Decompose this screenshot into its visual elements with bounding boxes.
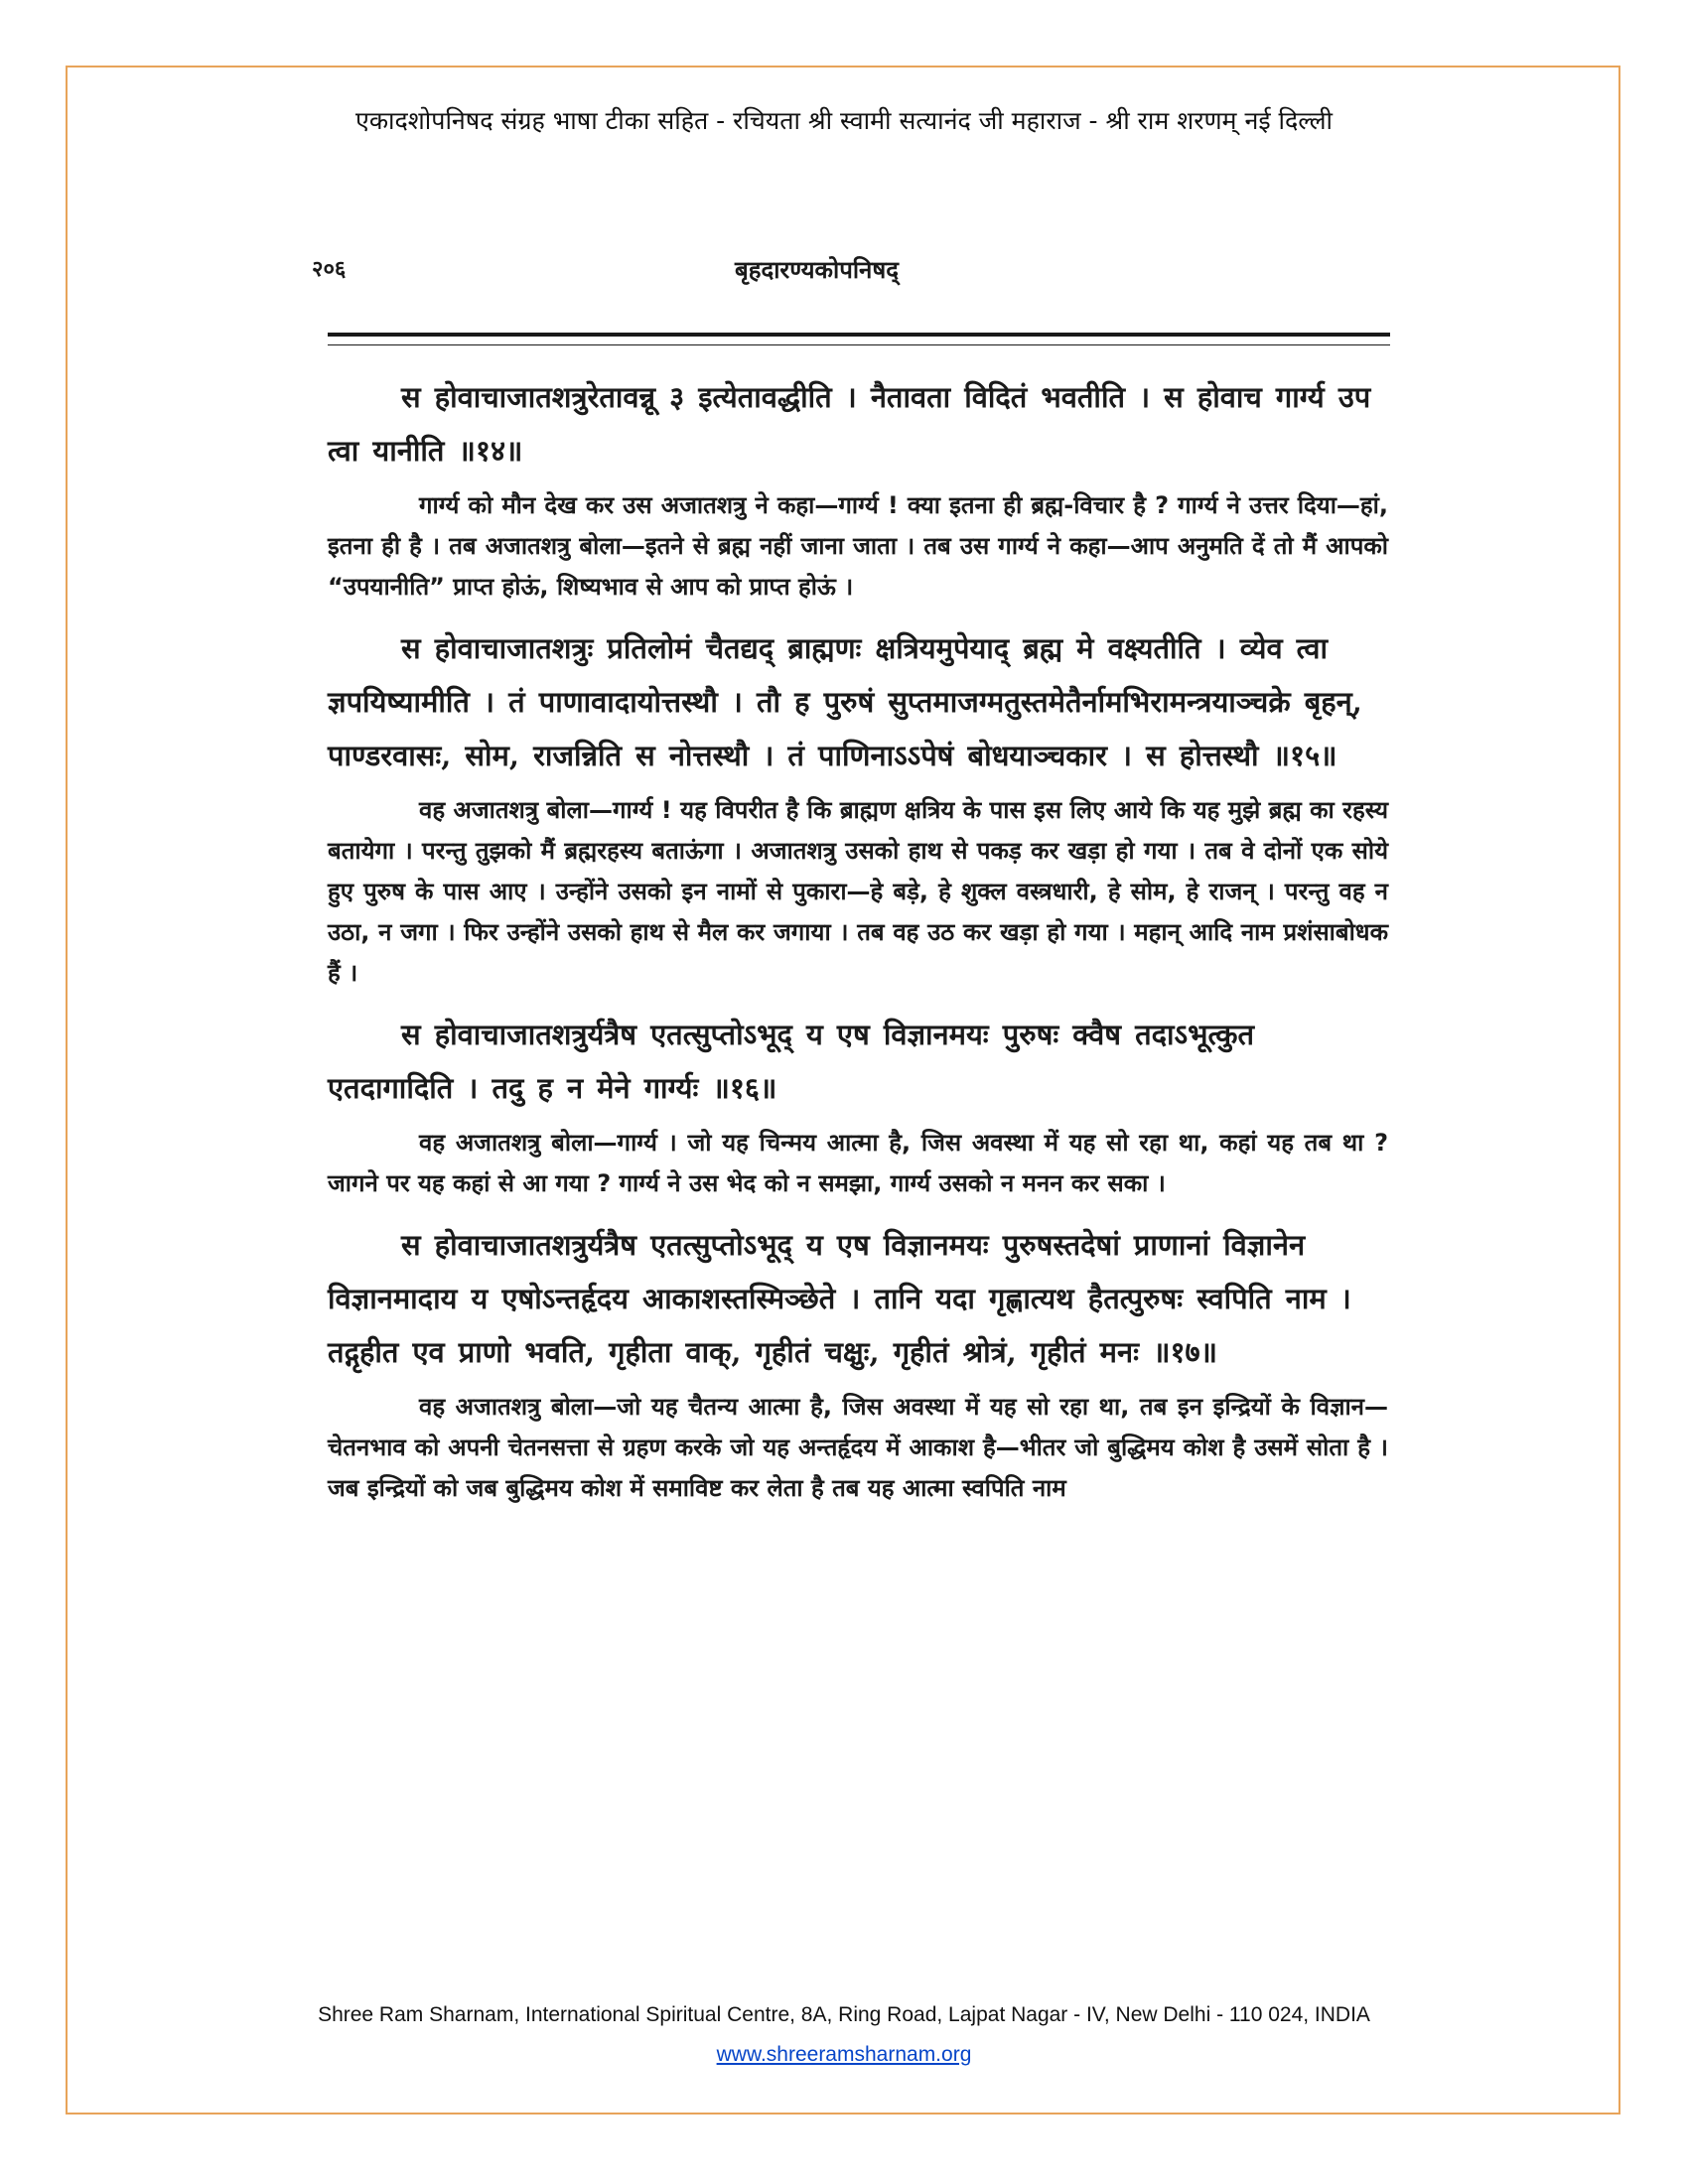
verse-15: स होवाचाजातशत्रुः प्रतिलोमं चैतद्यद् ब्राह्मणः क्षत्रियमुपेयाद् ब्रह्म मे वक्ष्यतीति । व्येव त्वा ज्ञपयिष्यामीति । तं पाणावादायोत्तस्थौ । तौ ह पुरुषं सुप्तमाजग्मतुस्तमेतैर्नामभिरामन्त्रयाञ्चक्रे बृहन्, पाण्डरवासः, सोम, राजन्निति स नोत्तस्थौ । तं पाणिनाऽऽपेषं बोधयाञ्चकार । स होत्तस्थौ ॥१५॥ [328, 631, 1362, 772]
website-link[interactable]: www.shreeramsharnam.org [716, 2043, 972, 2066]
running-title: बृहदारण्यकोपनिषद् [735, 255, 899, 284]
footer-address: Shree Ram Sharnam, International Spiritual Centre, 8A, Ring Road, Lajpat Nagar - IV, New Delhi - 110 024, INDIA [318, 2003, 1370, 2026]
commentary-14: गार्ग्य को मौन देख कर उस अजातशत्रु ने कहा—गार्ग्य ! क्या इतना ही ब्रह्म-विचार है ? गार्ग्य ने उत्तर दिया—हां, इतना ही है । तब अजातशत्रु बोला—इतने से ब्रह्म नहीं जाना जाता । तब उस गार्ग्य ने कहा—आप अनुमति दें तो मैं आपको “उपयानीति” प्राप्त होऊं, शिष्यभाव से आप को प्राप्त होऊं । [328, 491, 1388, 601]
header-rule-thick [328, 333, 1390, 337]
commentary-17: वह अजातशत्रु बोला—जो यह चैतन्य आत्मा है, जिस अवस्था में यह सो रहा था, तब इन इन्द्रियों के विज्ञान—चेतनभाव को अपनी चेतनसत्ता से ग्रहण करके जो यह अन्तर्हृदय में आकाश है—भीतर जो बुद्धिमय कोश है उसमें सोता है । जब इन्द्रियों को जब बुद्धिमय कोश में समाविष्ट कर लेता है तब यह आत्मा स्वपिति नाम [328, 1393, 1388, 1502]
scanned-page [298, 253, 1390, 1961]
text-body [328, 370, 1388, 1523]
header-rule-thin [328, 344, 1390, 345]
commentary-16: वह अजातशत्रु बोला—गार्ग्य । जो यह चिन्मय आत्मा है, जिस अवस्था में यह सो रहा था, कहां यह तब था ? जागने पर यह कहां से आ गया ? गार्ग्य ने उस भेद को न समझा, गार्ग्य उसको न मनन कर सका । [328, 1129, 1388, 1197]
verse-17: स होवाचाजातशत्रुर्यत्रैष एतत्सुप्तोऽभूद् य एष विज्ञानमयः पुरुषस्तदेषां प्राणानां विज्ञानेन विज्ञानमादाय य एषोऽन्तर्हृदय आकाशस्तस्मिञ्छेते । तानि यदा गृह्णात्यथ हैतत्पुरुषः स्वपिति नाम । तद्गृहीत एव प्राणो भवति, गृहीता वाक्, गृहीतं चक्षुः, गृहीतं श्रोत्रं, गृहीतं मनः ॥१७॥ [328, 1228, 1351, 1369]
verse-14: स होवाचाजातशत्रुरेतावन्नू ३ इत्येतावद्धीति । नैतावता विदितं भवतीति । स होवाच गार्ग्य उप त्वा यानीति ॥१४॥ [328, 380, 1371, 468]
page-header: एकादशोपनिषद संग्रह भाषा टीका सहित - रचियता श्री स्वामी सत्यानंद जी महाराज - श्री राम शरणम् नई दिल्ली [355, 106, 1333, 135]
verse-16: स होवाचाजातशत्रुर्यत्रैष एतत्सुप्तोऽभूद् य एष विज्ञानमयः पुरुषः क्वैष तदाऽभूत्कुत एतदागादिति । तदु ह न मेने गार्ग्यः ॥१६॥ [328, 1018, 1255, 1105]
running-head [298, 253, 1390, 299]
commentary-15: वह अजातशत्रु बोला—गार्ग्य ! यह विपरीत है कि ब्राह्मण क्षत्रिय के पास इस लिए आये कि यह मुझे ब्रह्म का रहस्य बतायेगा । परन्तु तुझको मैं ब्रह्मरहस्य बताऊंगा । अजातशत्रु उसको हाथ से पकड़ कर खड़ा हो गया । तब वे दोनों एक सोये हुए पुरुष के पास आए । उन्होंने उसको इन नामों से पुकारा—हे बड़े, हे शुक्ल वस्त्रधारी, हे सोम, हे राजन् । परन्तु वह न उठा, न जगा । फिर उन्होंने उसको हाथ से मैल कर जगाया । तब वह उठ कर खड़ा हो गया । महान् आदि नाम प्रशंसाबोधक हैं । [328, 796, 1388, 987]
page-number: २०६ [312, 256, 347, 282]
